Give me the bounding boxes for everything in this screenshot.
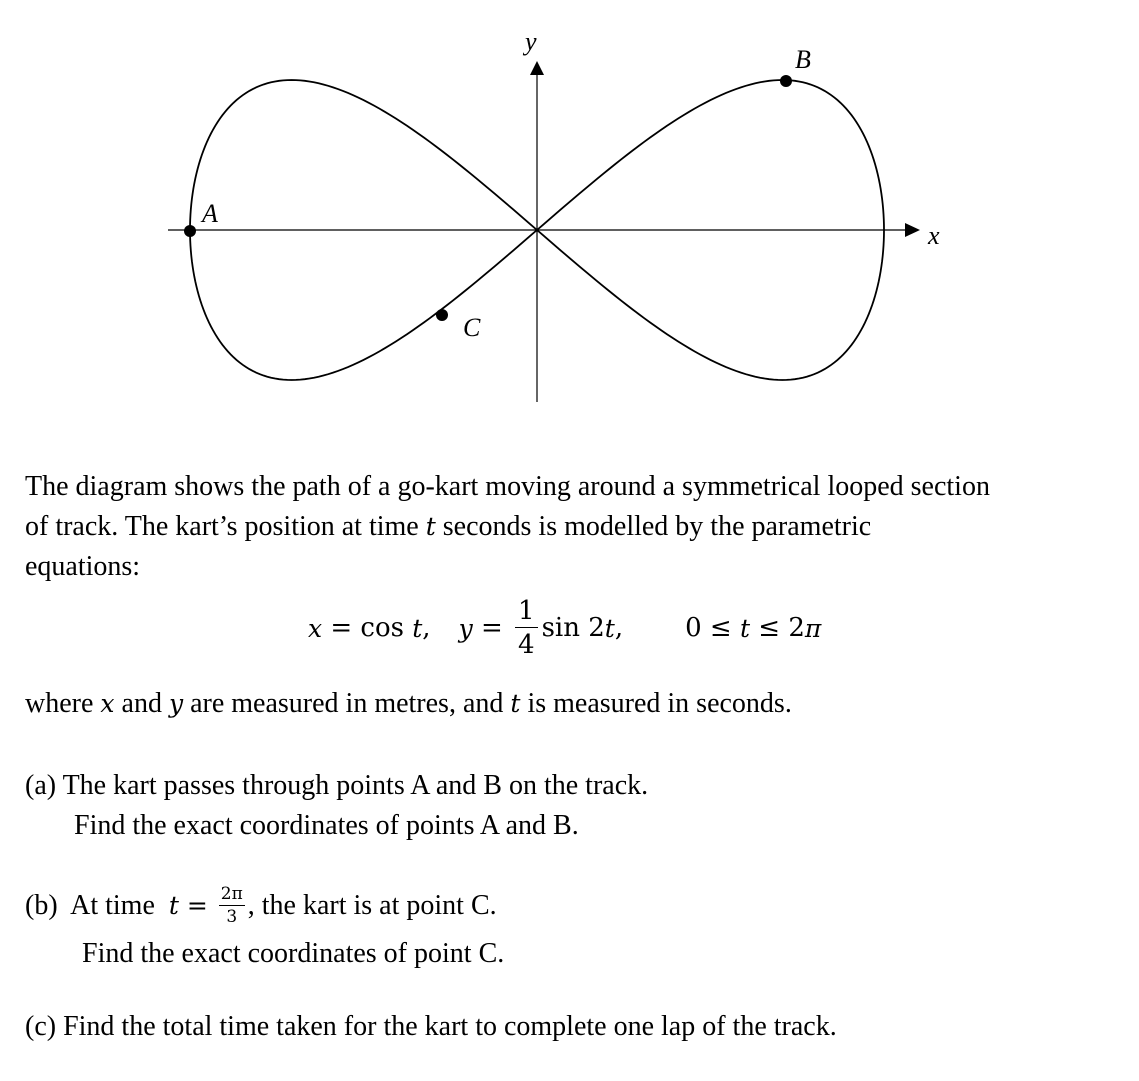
point-c-marker (436, 309, 448, 321)
y-axis-label: y (525, 27, 537, 56)
intro-line-2: of track. The kart’s position at time t seconds is modelled by the parametric (25, 511, 872, 542)
part-a-line-1: (a) The kart passes through points A and B on the track. (25, 770, 649, 801)
point-b-marker (780, 75, 792, 87)
two-pi-over-three-fraction: $\frac{2\pi}{3}$ (220, 883, 243, 927)
track-diagram (0, 0, 1139, 420)
point-c-label: C (463, 313, 481, 342)
x-axis-arrow-icon (905, 223, 920, 237)
point-b-label: B (795, 45, 811, 74)
point-a-marker (184, 225, 196, 237)
part-b-line-2: Find the exact coordinates of point C. (82, 938, 505, 969)
x-axis-label: x (928, 221, 940, 250)
part-b-line-1: (b) At time t = $\frac{2\pi}{3}$ , the kart is at point C. (25, 883, 497, 927)
parametric-equations: x = cos t , y = $\frac{1}{4}$ sin 2 t , 0 ≤ t ≤ 2 π (308, 596, 822, 660)
one-quarter-fraction: $\frac{1}{4}$ (515, 598, 538, 658)
intro-line-1: The diagram shows the path of a go-kart moving around a symmetrical looped section (25, 471, 990, 502)
intro-line-3: equations: (25, 551, 141, 582)
part-a-line-2: Find the exact coordinates of points A and B. (74, 810, 579, 841)
part-c-line-1: (c) Find the total time taken for the kart to complete one lap of the track. (25, 1011, 837, 1042)
units-statement: where x and y are measured in metres, and t is measured in seconds. (25, 688, 792, 719)
point-a-label: A (202, 199, 218, 228)
y-axis-arrow-icon (530, 61, 544, 75)
